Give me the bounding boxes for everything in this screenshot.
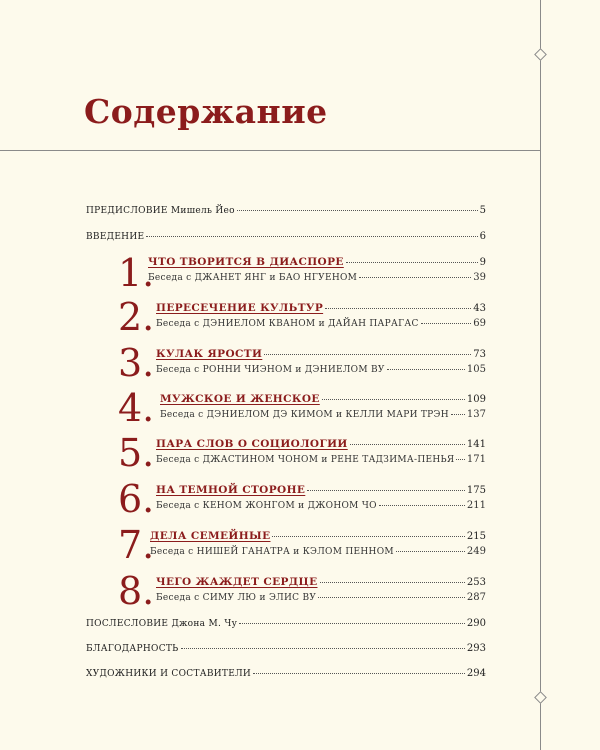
leader-dots <box>239 623 465 624</box>
conversation-label: Беседа с КЕНОМ ЖОНГОМ и ДЖОНОМ ЧО <box>156 501 377 511</box>
entry-page: 109 <box>466 394 486 405</box>
toc-entry-acknowledgments[interactable] <box>86 643 486 654</box>
leader-dots <box>350 444 465 445</box>
chapter-title: ЧЕГО ЖАЖДЕТ СЕРДЦЕ <box>156 576 318 588</box>
toc-entry-chapter-4[interactable] <box>160 393 486 405</box>
toc-entry-conversation-8[interactable] <box>156 592 486 603</box>
leader-dots <box>451 414 465 415</box>
toc-entry-conversation-4[interactable] <box>160 409 486 420</box>
leader-dots <box>237 210 478 211</box>
entry-page: 141 <box>466 439 486 450</box>
leader-dots <box>396 551 465 552</box>
leader-dots <box>318 597 465 598</box>
conversation-label: Беседа с СИМУ ЛЮ и ЭЛИС ВУ <box>156 593 317 603</box>
chapter-title: ПЕРЕСЕЧЕНИЕ КУЛЬТУР <box>156 302 324 314</box>
toc-entry-artists[interactable] <box>86 668 486 679</box>
leader-dots <box>264 354 471 355</box>
leader-dots <box>421 323 472 324</box>
leader-dots <box>359 277 471 278</box>
toc-entry-chapter-2[interactable] <box>156 302 486 314</box>
entry-page: 290 <box>466 618 486 629</box>
entry-page: 294 <box>466 668 486 679</box>
chapter-number: 5. <box>118 431 155 475</box>
toc-entry-chapter-7[interactable] <box>150 530 486 542</box>
chapter-title: ЧТО ТВОРИТСЯ В ДИАСПОРЕ <box>148 256 344 268</box>
vertical-rule <box>540 0 541 750</box>
entry-page: 253 <box>466 577 486 588</box>
conversation-label: Беседа с ДЖАНЕТ ЯНГ и БАО НГУЕНОМ <box>148 273 358 283</box>
leader-dots <box>181 648 465 649</box>
diamond-ornament-bottom <box>534 691 547 704</box>
entry-label: ПОСЛЕСЛОВИЕ Джона М. Чу <box>86 619 238 629</box>
toc-entry-conversation-2[interactable] <box>156 318 486 329</box>
chapter-number: 2. <box>118 295 155 339</box>
entry-page: 215 <box>466 531 486 542</box>
entry-page: 211 <box>466 500 486 511</box>
toc-entry-afterword[interactable] <box>86 618 486 629</box>
conversation-label: Беседа с ДЖАСТИНОМ ЧОНОМ и РЕНЕ ТАДЗИМА-ПЕНЬЯ <box>156 455 455 465</box>
chapter-title: НА ТЕМНОЙ СТОРОНЕ <box>156 484 306 496</box>
chapter-number: 1. <box>118 251 155 295</box>
toc-entry-conversation-6[interactable] <box>156 500 486 511</box>
entry-page: 105 <box>466 364 486 375</box>
toc-entry-conversation-3[interactable] <box>156 364 486 375</box>
entry-page: 137 <box>466 409 486 420</box>
chapter-title: МУЖСКОЕ И ЖЕНСКОЕ <box>160 393 320 405</box>
leader-dots <box>322 399 465 400</box>
conversation-label: Беседа с ДЭНИЕЛОМ ДЭ КИМОМ и КЕЛЛИ МАРИ ТРЭН <box>160 410 449 420</box>
toc-entry-chapter-5[interactable] <box>156 438 486 450</box>
entry-page: 249 <box>466 546 486 557</box>
leader-dots <box>379 505 465 506</box>
entry-page: 5 <box>479 205 486 216</box>
entry-page: 73 <box>473 349 486 360</box>
leader-dots <box>272 536 464 537</box>
chapter-number: 3. <box>118 341 155 385</box>
toc-entry-foreword[interactable] <box>86 205 486 216</box>
entry-label: ПРЕДИСЛОВИЕ Мишель Йео <box>86 206 235 216</box>
leader-dots <box>346 262 478 263</box>
entry-page: 69 <box>473 318 486 329</box>
toc-entry-conversation-5[interactable] <box>156 454 486 465</box>
leader-dots <box>253 673 465 674</box>
entry-page: 43 <box>473 303 486 314</box>
chapter-number: 6. <box>118 477 155 521</box>
conversation-label: Беседа с ДЭНИЕЛОМ КВАНОМ и ДАЙАН ПАРАГАС <box>156 319 419 329</box>
entry-page: 171 <box>466 454 486 465</box>
leader-dots <box>387 369 465 370</box>
chapter-title: ПАРА СЛОВ О СОЦИОЛОГИИ <box>156 438 348 450</box>
conversation-label: Беседа с РОННИ ЧИЭНОМ и ДЭНИЕЛОМ ВУ <box>156 365 385 375</box>
entry-label: ХУДОЖНИКИ И СОСТАВИТЕЛИ <box>86 669 252 679</box>
chapter-title: КУЛАК ЯРОСТИ <box>156 348 263 360</box>
toc-entry-introduction[interactable] <box>86 231 486 242</box>
diamond-ornament-top <box>534 48 547 61</box>
leader-dots <box>456 459 464 460</box>
entry-label: ВВЕДЕНИЕ <box>86 232 145 242</box>
horizontal-rule <box>0 150 541 151</box>
chapter-number: 7. <box>118 523 155 567</box>
toc-entry-chapter-3[interactable] <box>156 348 486 360</box>
chapter-number: 8. <box>118 569 155 613</box>
entry-page: 287 <box>466 592 486 603</box>
toc-entry-chapter-8[interactable] <box>156 576 486 588</box>
entry-page: 39 <box>473 272 486 283</box>
chapter-number: 4. <box>118 386 155 430</box>
toc-entry-chapter-6[interactable] <box>156 484 486 496</box>
chapter-title: ДЕЛА СЕМЕЙНЫЕ <box>150 530 271 542</box>
entry-page: 6 <box>479 231 486 242</box>
leader-dots <box>325 308 471 309</box>
leader-dots <box>146 236 477 237</box>
toc-entry-chapter-1[interactable] <box>148 256 486 268</box>
conversation-label: Беседа с НИШЕЙ ГАНАТРА и КЭЛОМ ПЕННОМ <box>150 547 394 557</box>
leader-dots <box>320 582 465 583</box>
page-title: Содержание <box>84 92 328 131</box>
entry-page: 293 <box>466 643 486 654</box>
entry-label: БЛАГОДАРНОСТЬ <box>86 644 179 654</box>
toc-entry-conversation-1[interactable] <box>148 272 486 283</box>
entry-page: 175 <box>466 485 486 496</box>
leader-dots <box>307 490 465 491</box>
entry-page: 9 <box>479 257 486 268</box>
toc-entry-conversation-7[interactable] <box>150 546 486 557</box>
